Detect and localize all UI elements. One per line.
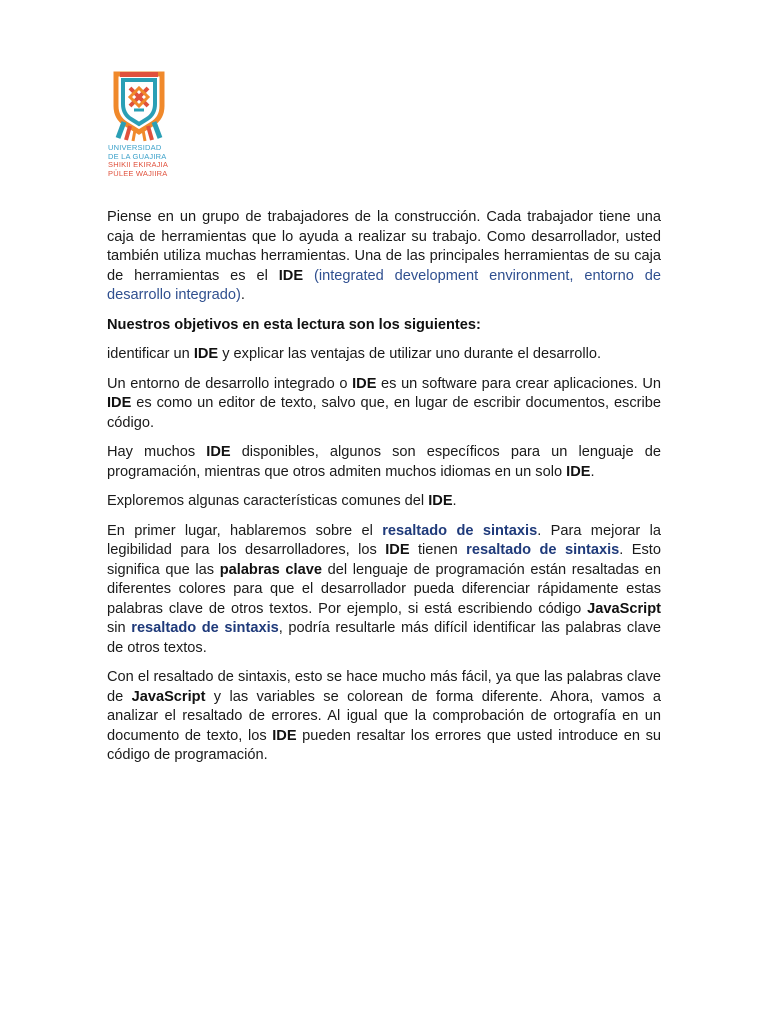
text: .	[452, 493, 457, 509]
term-ide: IDE	[193, 346, 219, 362]
university-crest-icon	[108, 70, 170, 142]
logo-line-1: UNIVERSIDAD	[108, 143, 162, 152]
error-highlighting-paragraph	[107, 668, 661, 766]
term-syntax-highlighting: resaltado de sintaxis	[382, 522, 538, 539]
text: disponibles, algunos son específicos para un lenguaje de programación, mientras que otros admiten muchos idiomas en un solo	[107, 444, 661, 480]
text: del lenguaje de programación están resaltadas en diferentes colores para que el desarrollador pueda diferenciar rápidamente estas palabras clave de otros textos. Por ejemplo, si está escribiendo código	[107, 561, 661, 617]
text: tienen	[409, 542, 467, 558]
syntax-highlighting-paragraph	[107, 522, 661, 659]
text	[303, 268, 314, 284]
term-javascript: JavaScript	[131, 688, 206, 705]
term-ide: IDE	[107, 395, 132, 411]
text: Un entorno de desarrollo integrado o	[107, 375, 353, 392]
term-syntax-highlighting: resaltado de sintaxis	[466, 542, 620, 558]
term-ide: IDE	[206, 444, 231, 460]
term-syntax-highlighting: resaltado de sintaxis	[131, 620, 279, 636]
text: . Esto significa que las	[107, 542, 661, 578]
text: identificar un	[107, 346, 194, 362]
intro-paragraph	[107, 208, 661, 306]
term-ide: IDE	[272, 727, 297, 744]
text: . Para mejorar la legibilidad para los desarrolladores, los	[107, 522, 661, 558]
text: Con el resaltado de sintaxis, esto se hace mucho más fácil, ya que las palabras clave de	[107, 669, 661, 705]
ide-definition-paragraph	[107, 375, 661, 434]
text: , podría resultarle más difícil identificar las palabras clave de otros textos.	[107, 620, 661, 656]
ide-variety-paragraph	[107, 443, 661, 482]
term-ide: IDE	[352, 375, 377, 392]
text: .	[240, 287, 245, 303]
ide-definition: (integrated development environment, entorno de desarrollo integrado)	[107, 267, 661, 303]
text: Exploremos algunas características comunes del	[107, 493, 429, 509]
term-ide: IDE	[278, 267, 304, 284]
term-ide: IDE	[385, 542, 410, 558]
term-keywords: palabras clave	[219, 561, 322, 578]
text: y explicar las ventajas de utilizar uno durante el desarrollo.	[218, 346, 602, 362]
term-javascript: JavaScript	[587, 600, 661, 617]
logo-line-3: SHIKII EKIRAJIA	[108, 160, 169, 170]
text: pueden resaltar los errores que usted introduce en su código de programación.	[107, 727, 661, 763]
text: es como un editor de texto, salvo que, en lugar de escribir documentos, escribe código.	[107, 395, 661, 431]
text: Piense en un grupo de trabajadores de la construcción. Cada trabajador tiene una caja de herramientas que lo ayuda a realizar su trabajo. Como desarrollador, usted también utiliza muchas herramientas. Una de las principales herramientas de su caja de herramientas es el	[107, 209, 661, 284]
text: y las variables se colorean de forma diferente. Ahora, vamos a analizar el resaltado de errores. Al igual que la comprobación de ortografía en un documento de texto, los	[107, 688, 661, 744]
logo-text	[108, 144, 178, 178]
university-logo	[108, 70, 178, 178]
text: sin	[107, 620, 132, 636]
text: Hay muchos	[107, 444, 207, 460]
term-ide: IDE	[428, 493, 453, 509]
text: es un software para crear aplicaciones. Un	[376, 375, 661, 392]
text: .	[590, 463, 595, 480]
heading-text: Nuestros objetivos en esta lectura son los siguientes:	[107, 316, 481, 333]
features-intro-paragraph	[107, 492, 661, 512]
logo-line-2: DE LA GUAJIRA	[108, 151, 167, 161]
logo-line-4: PÜLEE WAJIIRA	[108, 168, 168, 178]
objectives-heading	[107, 316, 661, 336]
term-ide: IDE	[566, 463, 591, 480]
text: En primer lugar, hablaremos sobre el	[107, 522, 383, 539]
objective-paragraph	[107, 345, 661, 365]
document-body	[107, 208, 661, 776]
